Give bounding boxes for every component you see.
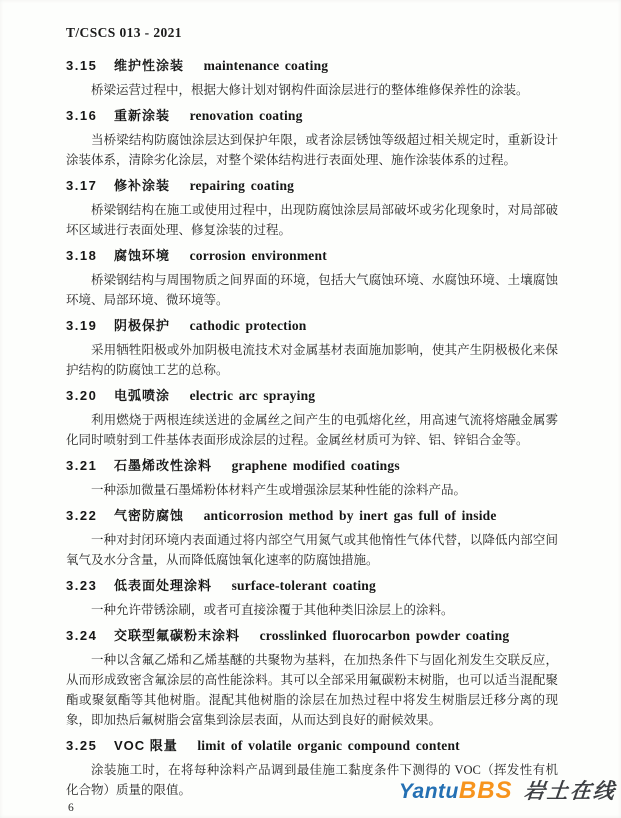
term-heading bbox=[66, 578, 558, 593]
term-number: 3.19 bbox=[66, 318, 98, 333]
term-chinese: 维护性涂装 bbox=[113, 58, 184, 73]
term-heading bbox=[66, 738, 558, 753]
terms-content bbox=[66, 50, 558, 800]
term-chinese: 交联型氟碳粉末涂料 bbox=[113, 628, 240, 643]
term-definition: 利用燃烧于两根连续送进的金属丝之间产生的电弧熔化丝，用高速气流将熔融金属雾化同时喷射到工件基体表面形成涂层的过程。金属丝材质可为锌、铝、锌铝合金等。 bbox=[66, 413, 558, 447]
term-chinese: 腐蚀环境 bbox=[113, 248, 170, 263]
term-number: 3.17 bbox=[66, 178, 98, 193]
term-definition: 当桥梁结构防腐蚀涂层达到保护年限，或者涂层锈蚀等级超过相关规定时，重新设计涂装体系，清除劣化涂层，对整个梁体结构进行表面处理、施作涂装体系的过程。 bbox=[66, 133, 558, 167]
term-definition: 采用牺牲阳极或外加阴极电流技术对金属基材表面施加影响，使其产生阴极极化来保护结构的防腐蚀工艺的总称。 bbox=[66, 343, 558, 377]
term-heading bbox=[66, 178, 558, 193]
term-number: 3.16 bbox=[66, 108, 98, 123]
term-chinese: 修补涂装 bbox=[113, 178, 170, 193]
running-header: T/CSCS 013 - 2021 bbox=[66, 25, 182, 40]
term-heading bbox=[66, 508, 558, 523]
term-number: 3.22 bbox=[66, 508, 98, 523]
term-definition: 桥梁钢结构在施工或使用过程中，出现防腐蚀涂层局部破坏或劣化现象时，对局部破坏区域进行表面处理、修复涂装的过程。 bbox=[66, 203, 558, 237]
page-number: 6 bbox=[68, 802, 74, 814]
term-section-3-21 bbox=[66, 458, 558, 500]
term-number: 3.23 bbox=[66, 578, 98, 593]
term-section-3-24 bbox=[66, 628, 558, 730]
term-english: crosslinked fluorocarbon powder coating bbox=[259, 628, 510, 643]
term-chinese: 低表面处理涂料 bbox=[113, 578, 212, 593]
term-section-3-16 bbox=[66, 108, 558, 170]
term-definition: 桥梁运营过程中，根据大修计划对钢构件面涂层进行的整体维修保养性的涂装。 bbox=[91, 83, 529, 97]
term-english: maintenance coating bbox=[203, 58, 329, 73]
term-section-3-17 bbox=[66, 178, 558, 240]
term-heading bbox=[66, 58, 558, 73]
term-number: 3.20 bbox=[66, 388, 98, 403]
term-heading bbox=[66, 318, 558, 333]
term-heading bbox=[66, 628, 558, 643]
term-definition: 涂装施工时，在将每种涂料产品调到最佳施工黏度条件下测得的 VOC（挥发性有机化合物）质量的限值。 bbox=[66, 763, 558, 797]
term-english: cathodic protection bbox=[189, 318, 307, 333]
term-chinese: 阴极保护 bbox=[113, 318, 170, 333]
term-section-3-20 bbox=[66, 388, 558, 450]
term-number: 3.24 bbox=[66, 628, 98, 643]
term-english: electric arc spraying bbox=[189, 388, 316, 403]
term-english: corrosion environment bbox=[189, 248, 327, 263]
yantubbs-watermark-logo bbox=[399, 779, 616, 803]
term-definition: 一种允许带锈涂刷，或者可直接涂覆于其他种类旧涂层上的涂料。 bbox=[91, 603, 454, 617]
term-english: graphene modified coatings bbox=[231, 458, 400, 473]
watermark-chinese-text: 岩土在线 bbox=[522, 780, 618, 803]
term-section-3-19 bbox=[66, 318, 558, 380]
term-english: anticorrosion method by inert gas full of inside bbox=[203, 508, 497, 523]
term-section-3-22 bbox=[66, 508, 558, 570]
term-chinese: VOC 限量 bbox=[113, 738, 178, 753]
term-number: 3.25 bbox=[66, 738, 98, 753]
term-chinese: 电弧喷涂 bbox=[113, 388, 170, 403]
term-chinese: 石墨烯改性涂料 bbox=[113, 458, 212, 473]
term-heading bbox=[66, 108, 558, 123]
term-definition: 一种对封闭环境内表面通过将内部空气用氮气或其他惰性气体代替，以降低内部空间氧气及水分含量，从而降低腐蚀氧化速率的防腐蚀措施。 bbox=[66, 533, 558, 567]
term-number: 3.15 bbox=[66, 58, 98, 73]
term-chinese: 气密防腐蚀 bbox=[113, 508, 184, 523]
term-section-3-23 bbox=[66, 578, 558, 620]
term-definition: 一种以含氟乙烯和乙烯基醚的共聚物为基料，在加热条件下与固化剂发生交联反应，从而形成致密含氟涂层的高性能涂料。其可以全部采用氟碳粉末树脂，也可以适当混配聚酯或聚氨酯等其他树脂。混配其他树脂的涂层在加热过程中将发生树脂层迁移分离的现象，即加热后氟树脂会富集到涂层表面，从而达到良好的耐候效果。 bbox=[66, 653, 558, 727]
term-definition: 一种添加微量石墨烯粉体材料产生或增强涂层某种性能的涂料产品。 bbox=[91, 483, 467, 497]
term-heading bbox=[66, 458, 558, 473]
term-english: renovation coating bbox=[189, 108, 303, 123]
term-english: repairing coating bbox=[189, 178, 295, 193]
term-section-3-18 bbox=[66, 248, 558, 310]
term-heading bbox=[66, 248, 558, 263]
term-section-3-15 bbox=[66, 58, 558, 100]
watermark-bbs-text: BBS bbox=[458, 777, 513, 804]
term-definition: 桥梁钢结构与周围物质之间界面的环境，包括大气腐蚀环境、水腐蚀环境、土壤腐蚀环境、局部环境、微环境等。 bbox=[66, 273, 558, 307]
term-heading bbox=[66, 388, 558, 403]
term-english: limit of volatile organic compound content bbox=[197, 738, 460, 753]
watermark-yantu-text: Yantu bbox=[398, 780, 459, 803]
term-number: 3.18 bbox=[66, 248, 98, 263]
term-number: 3.21 bbox=[66, 458, 98, 473]
term-chinese: 重新涂装 bbox=[113, 108, 170, 123]
term-english: surface-tolerant coating bbox=[231, 578, 376, 593]
